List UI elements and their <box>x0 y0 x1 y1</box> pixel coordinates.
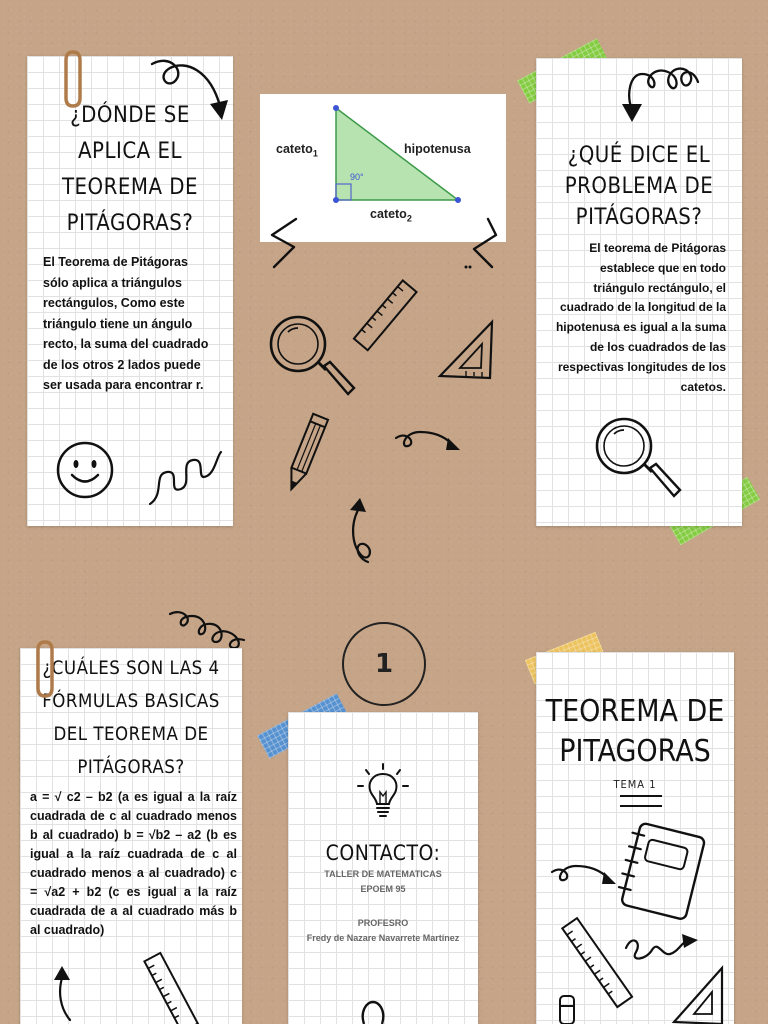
loop-arrow-icon <box>550 856 620 890</box>
panel-where-applies <box>27 56 233 526</box>
cover-title-line-1: TEOREMA DE <box>545 694 725 729</box>
panel-where-text: El Teorema de Pitágoras sólo aplica a triángulos rectángulos, Como este triángulo tiene un ángulo recto, la suma del cuadrado de los otros 2 lados puede ser usada para encontrar r. <box>43 255 209 392</box>
title-line: DEL TEOREMA DE <box>53 724 209 745</box>
curly-arrow-icon <box>150 56 234 122</box>
curly-arrow-icon <box>610 64 702 126</box>
set-square-icon <box>436 318 500 382</box>
title-line: ¿DÓNDE SE <box>70 103 190 128</box>
cover-title-line-2: PITAGORAS <box>559 734 711 769</box>
panel-formulas-text: a = √ c2 – b2 (a es igual a la raíz cuadrada de c al cuadrado menos b al cuadrado) b = √b2 – a2 (b es igual a la raíz cuadrada de c al cuadrado menos a al cuadrado) c = √a2 + b2 (c es igual a la raíz cuadrada de a al cuadrado más b al cuadrado) <box>30 790 237 937</box>
squiggle-doodle-icon <box>145 434 225 514</box>
title-line: PROBLEMA DE <box>564 174 714 199</box>
panel-what-says <box>536 58 742 526</box>
set-square-icon <box>670 964 730 1024</box>
right-bracket-doodle-icon <box>462 215 502 271</box>
contact-title: CONTACTO: <box>325 841 441 865</box>
curly-doodle-icon <box>168 606 250 654</box>
ruler-icon <box>356 278 416 354</box>
title-line: APLICA EL <box>78 139 182 164</box>
contact-name: Fredy de Nazare Navarrete Martínez <box>306 933 460 943</box>
title-line: FÓRMULAS BASICAS <box>42 691 220 712</box>
title-line: PITÁGORAS? <box>77 757 185 778</box>
title-line: PITÁGORAS? <box>575 205 703 230</box>
cover-underline <box>620 795 662 807</box>
contact-role: PROFESRO <box>357 918 409 928</box>
panel-what-title <box>536 140 742 233</box>
left-bracket-doodle-icon <box>266 215 302 271</box>
title-line: ¿CUÁLES SON LAS 4 <box>42 658 220 679</box>
up-arrow-doodle-icon <box>48 966 88 1024</box>
pencil-icon <box>552 994 582 1024</box>
title-line: ¿QUÉ DICE EL <box>567 143 711 168</box>
paperclip-icon <box>56 48 90 110</box>
panel-contact <box>288 712 478 1024</box>
lightbulb-icon <box>356 762 410 820</box>
cateto1-label: cateto$_1$ <box>276 142 318 159</box>
magnifying-glass-icon <box>268 314 360 402</box>
loop-arrow-icon <box>394 422 464 456</box>
contact-line-2: EPOEM 95 <box>360 884 406 894</box>
cateto2-label: cateto$_2$ <box>370 207 412 224</box>
up-loop-arrow-icon <box>344 496 380 566</box>
page-number: 1 <box>374 649 394 679</box>
title-line: PITÁGORAS? <box>66 211 194 236</box>
hypotenuse-label: hipotenusa <box>404 142 471 156</box>
angle-label: 90° <box>350 172 364 182</box>
ruler-icon <box>144 952 200 1024</box>
pencil-icon <box>282 412 330 494</box>
notebook-icon <box>616 820 716 924</box>
smiley-face-icon <box>55 440 115 500</box>
panel-cover <box>536 652 734 1024</box>
panel-formulas <box>20 648 242 1024</box>
title-line: TEOREMA DE <box>61 175 199 200</box>
contact-line-1: TALLER DE MATEMATICAS <box>324 869 442 879</box>
person-doodle-icon <box>358 998 388 1024</box>
paperclip-icon <box>28 638 62 700</box>
panel-what-text: El teorema de Pitágoras establece que en todo triángulo rectángulo, el cuadrado de la longitud de la hipotenusa es igual a la suma de los cuadrados de las respectivas longitudes de los catetos. <box>555 241 726 394</box>
cover-subtitle: TEMA 1 <box>613 778 657 791</box>
cover-title <box>536 692 734 772</box>
magnifying-glass-icon <box>594 416 688 504</box>
page-number-circle <box>342 622 426 706</box>
